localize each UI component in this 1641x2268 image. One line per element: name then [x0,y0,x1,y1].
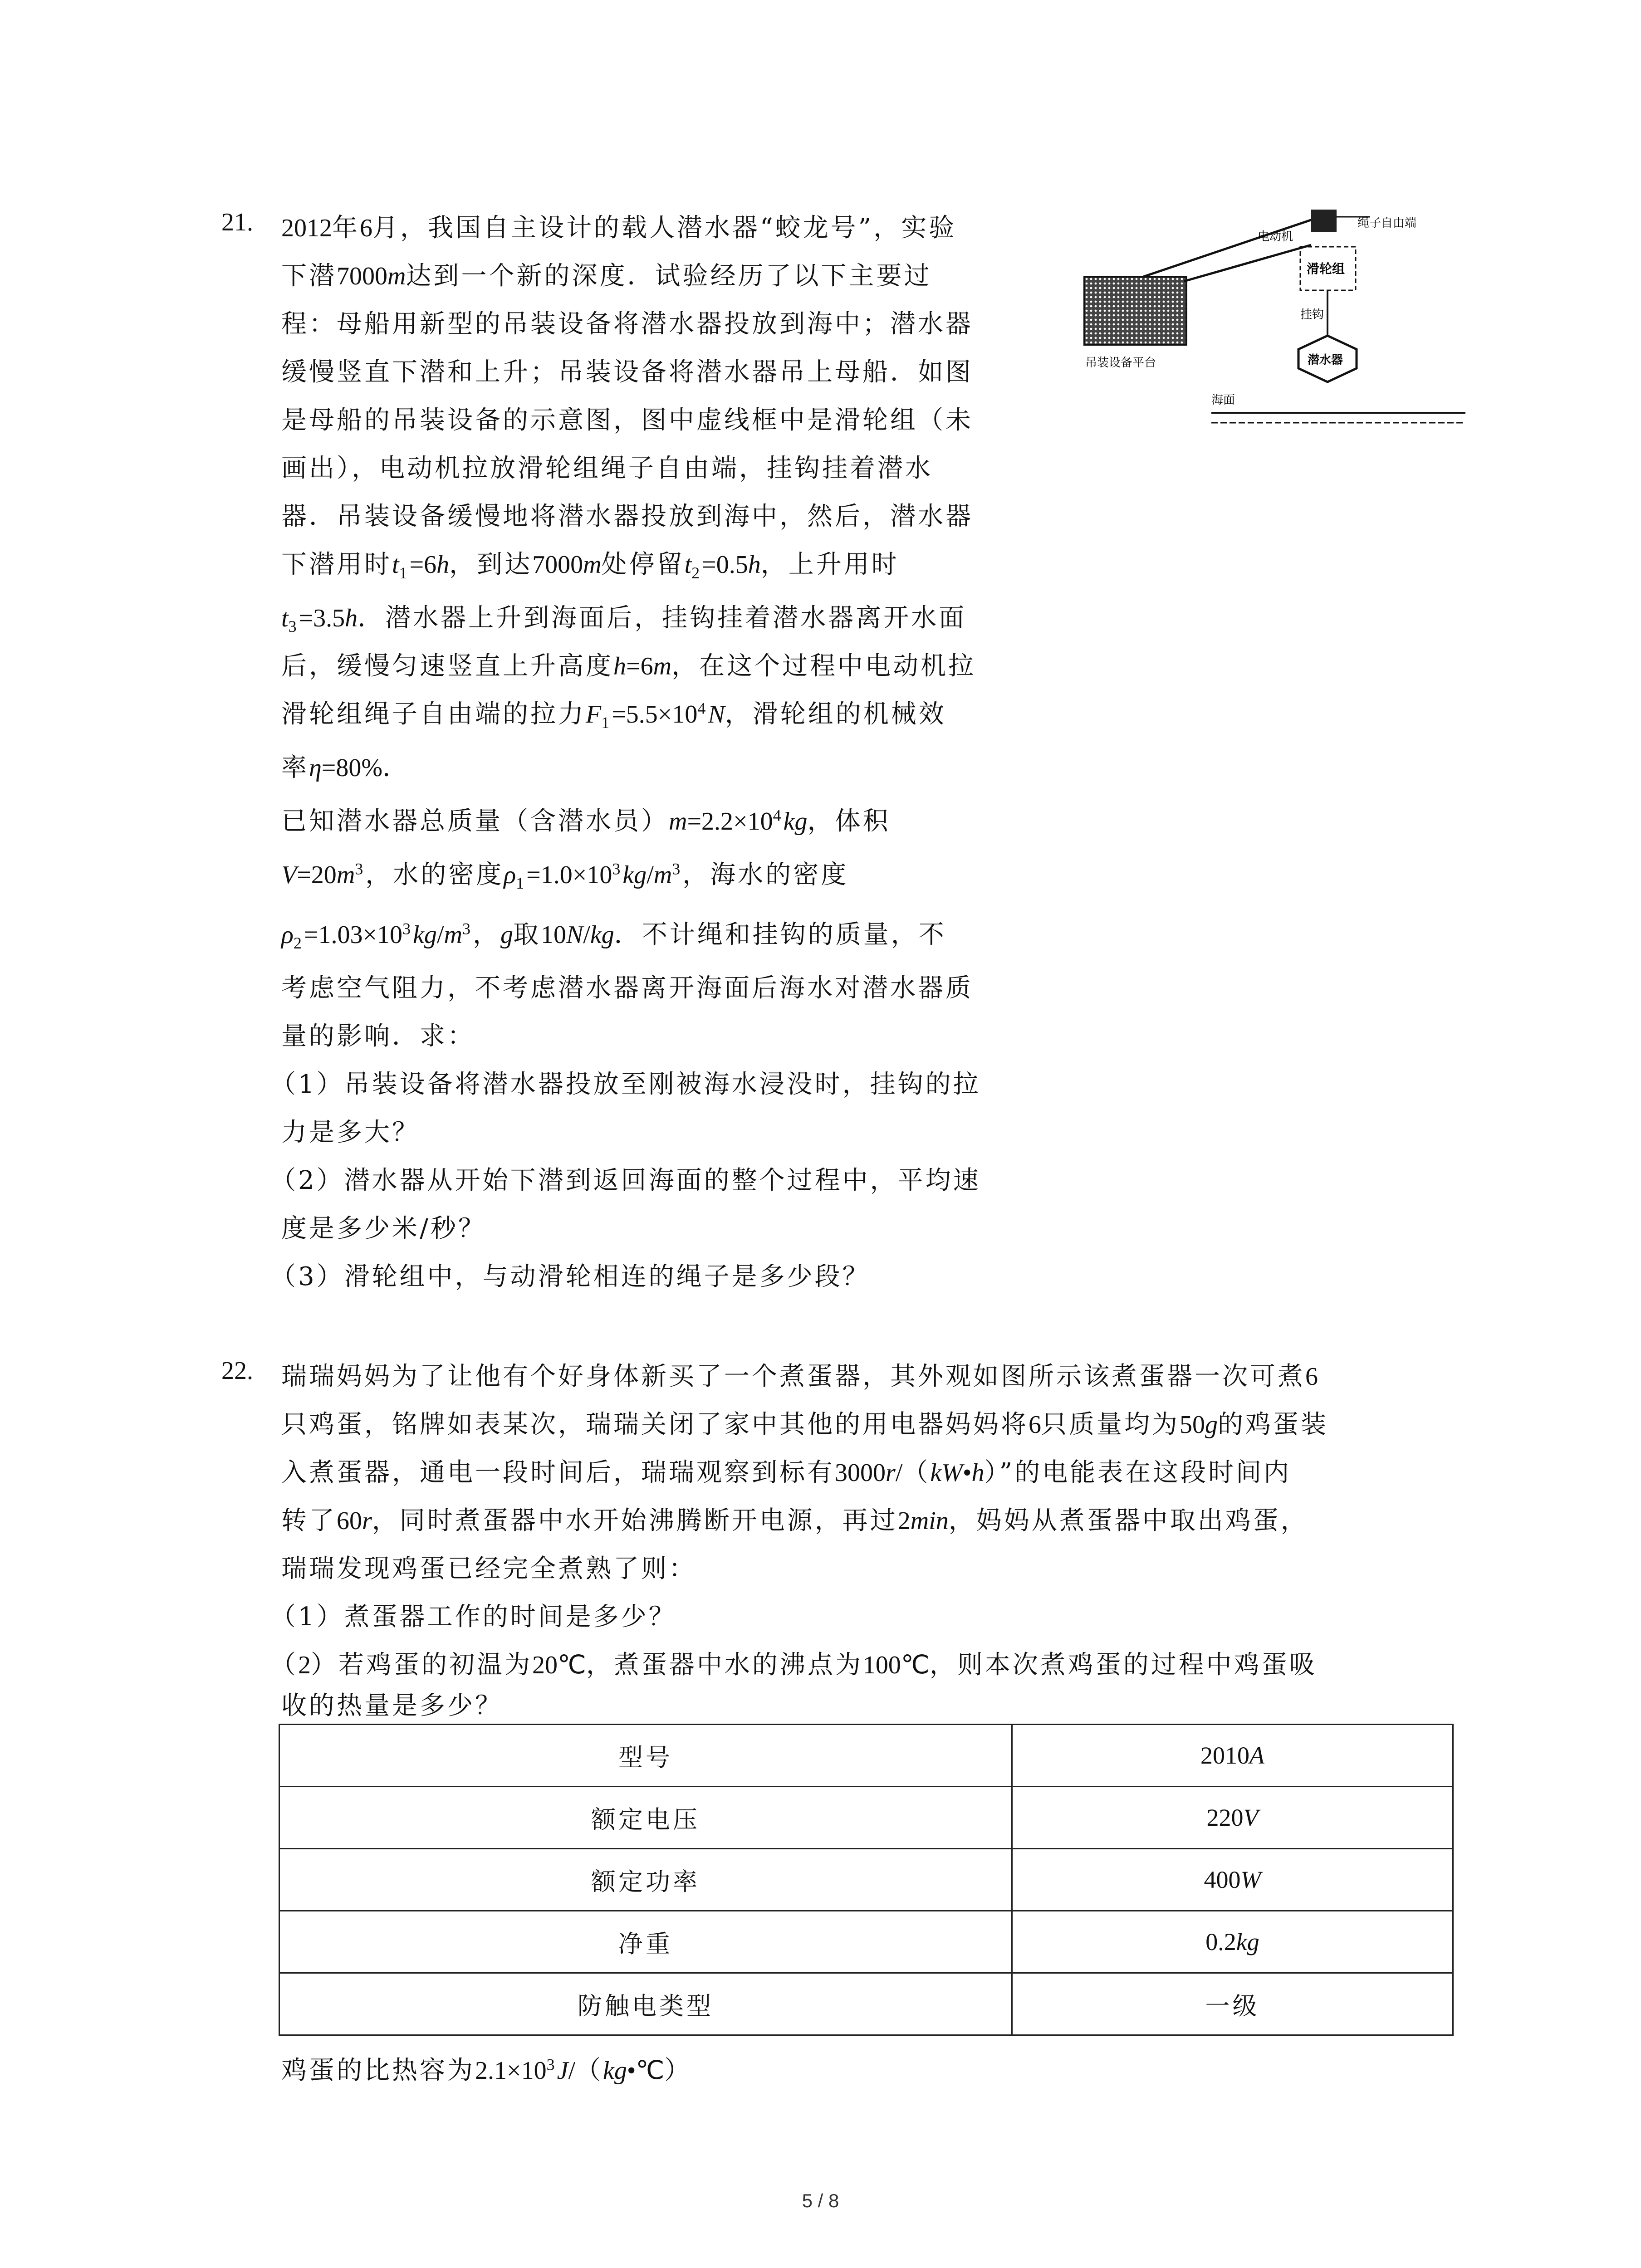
q21-line-5: 是母船的吊装设备的示意图，图中虚线框中是滑轮组（未 [281,406,973,435]
q21-sub-3: （3）滑轮组中，与动滑轮相连的绳子是多少段？ [270,1262,870,1291]
q21-line-15: $\rho_2=1.03\times 10^3kg/m^3$，g取10N/kg．不计绳和挂钩的质量，不 [281,919,946,953]
table-cell-value: 2010A [1012,1725,1453,1787]
table-cell-value: 400W [1012,1849,1453,1911]
table-cell-key: 净重 [279,1911,1012,1973]
platform-block [1084,277,1186,345]
q21-line-14: $V=20m^3$，水的密度$\rho_1=1.0\times 10^3kg/m^3$，海水的密度 [281,860,849,893]
crane-diagram [1080,200,1470,454]
table-cell-key: 额定电压 [279,1787,1012,1849]
q22-line-5: 瑞瑞发现鸡蛋已经完全煮熟了则： [281,1554,696,1584]
q22-note: 鸡蛋的比热容为$2.1\times 10^3J/(kg•℃)$ [281,2055,692,2085]
q21-line-6: 画出），电动机拉放滑轮组绳子自由端，挂钩挂着潜水 [281,454,933,483]
q21-sub-1b: 力是多大？ [281,1118,420,1147]
q21-line-17: 量的影响．求： [281,1022,475,1051]
q22-line-4: 转了60r，同时煮蛋器中水开始沸腾断开电源，再过2min，妈妈从煮蛋器中取出鸡蛋， [281,1506,1308,1535]
q21-line-8: 下潜用时$t_1=6h$，到达7000m处停留$t_2=0.5h$，上升用时 [281,550,899,582]
hook-label: 挂钩 [1300,308,1324,322]
q21-line-16: 考虑空气阻力，不考虑潜水器离开海面后海水对潜水器质 [281,973,973,1003]
platform-label: 吊装设备平台 [1085,356,1156,370]
pulley-label: 滑轮组 [1307,261,1345,276]
q22-sub-1: （1）煮蛋器工作的时间是多少？ [270,1602,676,1632]
table-cell-key: 防触电类型 [279,1973,1012,2035]
q22-line-2: 只鸡蛋，铭牌如表某次，瑞瑞关闭了家中其他的用电器妈妈将6只质量均为50g的鸡蛋装 [281,1410,1328,1439]
q21-line-3: 程：母船用新型的吊装设备将潜水器投放到海中；潜水器 [281,309,973,339]
q22-line-3: 入煮蛋器，通电一段时间后，瑞瑞观察到标有3000r/（kW•h）”的电能表在这段时间内 [281,1458,1292,1487]
q21-sub-1a: （1）吊装设备将潜水器投放至刚被海水浸没时，挂钩的拉 [270,1070,981,1099]
q21-line-11: 滑轮组绳子自由端的拉力$F_1=5.5\times 10^4N$，滑轮组的机械效 [281,699,946,732]
table-cell-value: 一级 [1012,1973,1453,2035]
table-row [279,1849,1453,1911]
q21-line-9: $t_3=3.5h$．潜水器上升到海面后，挂钩挂着潜水器离开水面 [281,603,967,636]
q21-sub-2a: （2）潜水器从开始下潜到返回海面的整个过程中，平均速 [270,1166,981,1195]
q21-line-12: 率η=80%． [281,753,411,782]
table-cell-key: 额定功率 [279,1849,1012,1911]
q21-line-1: 2012年6月，我国自主设计的载人潜水器“蛟龙号”，实验 [281,213,957,243]
q21-sub-2b: 度是多少米/秒？ [281,1214,486,1243]
submersible-label: 潜水器 [1308,353,1343,367]
motor-label: 电动机 [1258,230,1293,244]
table-cell-key: 型号 [279,1725,1012,1787]
question-number-22: 22. [221,1357,253,1385]
q22-sub-2b: 收的热量是多少？ [281,1691,503,1721]
rope-label: 绳子自由端 [1357,216,1417,230]
table-row [279,1973,1453,2035]
table-cell-value: 220V [1012,1787,1453,1849]
table-row [279,1725,1453,1787]
table-cell-value: 0.2kg [1012,1911,1453,1973]
nameplate-table [279,1724,1454,2036]
q22-sub-2a: （2）若鸡蛋的初温为20℃，煮蛋器中水的沸点为100℃，则本次煮鸡蛋的过程中鸡蛋吸 [270,1650,1317,1680]
motor-block [1311,210,1337,232]
table-row [279,1787,1453,1849]
q21-line-4: 缓慢竖直下潜和上升；吊装设备将潜水器吊上母船．如图 [281,357,973,387]
table-row [279,1911,1453,1973]
boom-lower [1184,245,1311,281]
page-number: 5 / 8 [802,2190,839,2211]
q22-line-1: 瑞瑞妈妈为了让他有个好身体新买了一个煮蛋器，其外观如图所示该煮蛋器一次可煮6 [281,1362,1318,1391]
q21-line-13: 已知潜水器总质量（含潜水员）$m=2.2\times 10^4kg$，体积 [281,806,891,836]
q21-line-7: 器．吊装设备缓慢地将潜水器投放到海中，然后，潜水器 [281,502,973,531]
question-number-21: 21. [221,208,253,236]
q21-line-10: 后，缓慢匀速竖直上升高度h=6m，在这个过程中电动机拉 [281,651,976,681]
q21-line-2: 下潜7000m达到一个新的深度．试验经历了以下主要过 [281,261,932,291]
sea-label: 海面 [1211,393,1235,407]
